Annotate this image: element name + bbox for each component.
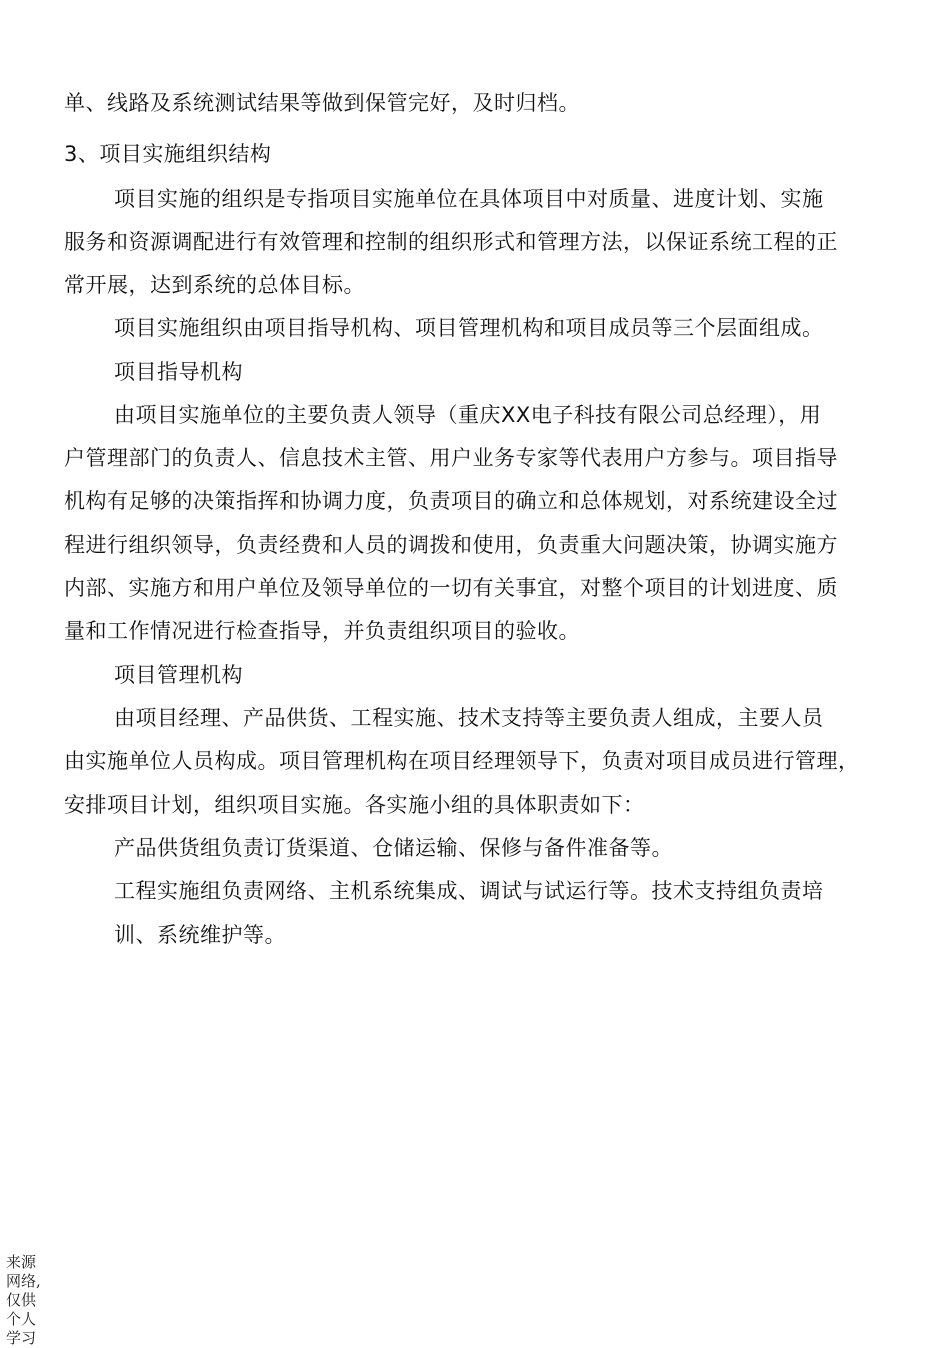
paragraph-line: 内部、实施方和用户单位及领导单位的一切有关事宜，对整个项目的计划进度、质 [64, 576, 838, 600]
paragraph-line: 常开展，达到系统的总体目标。 [64, 273, 365, 297]
paragraph-line: 产品供货组负责订货渠道、仓储运输、保修与备件准备等。 [114, 836, 673, 860]
source-footnote [6, 1253, 46, 1348]
paragraph-line: 机构有足够的决策指挥和协调力度，负责项目的确立和总体规划，对系统建设全过 [64, 489, 838, 513]
paragraph-line: 训、系统维护等。 [114, 923, 286, 947]
paragraph-line: 量和工作情况进行检查指导，并负责组织项目的验收。 [64, 619, 580, 643]
paragraph-line: 单、线路及系统测试结果等做到保管完好，及时归档。 [64, 91, 580, 115]
footnote-line: 个人 [6, 1310, 37, 1328]
paragraph-line: 项目实施组织由项目指导机构、项目管理机构和项目成员等三个层面组成。 [114, 316, 824, 340]
section-heading: 3、项目实施组织结构 [64, 142, 272, 166]
subsection-heading: 项目指导机构 [114, 360, 243, 384]
paragraph-line: 由实施单位人员构成。项目管理机构在项目经理领导下，负责对项目成员进行管理， [64, 749, 860, 773]
paragraph-line: 程进行组织领导，负责经费和人员的调拨和使用，负责重大问题决策，协调实施方 [64, 533, 838, 557]
paragraph-line: 服务和资源调配进行有效管理和控制的组织形式和管理方法，以保证系统工程的正 [64, 230, 838, 254]
subsection-heading: 项目管理机构 [114, 663, 243, 687]
paragraph-line: 安排项目计划，组织项目实施。各实施小组的具体职责如下： [64, 793, 645, 817]
paragraph-line: 工程实施组负责网络、主机系统集成、调试与试运行等。技术支持组负责培 [114, 879, 824, 903]
footnote-line: 来源 [6, 1253, 37, 1271]
paragraph-line: 由项目实施单位的主要负责人领导（重庆XX电子科技有限公司总经理），用 [114, 403, 822, 427]
paragraph-line: 项目实施的组织是专指项目实施单位在具体项目中对质量、进度计划、实施 [114, 187, 824, 211]
paragraph-line: 由项目经理、产品供货、工程实施、技术支持等主要负责人组成，主要人员 [114, 706, 824, 730]
footnote-line: 网络, [6, 1272, 41, 1290]
paragraph-line: 户管理部门的负责人、信息技术主管、用户业务专家等代表用户方参与。项目指导 [64, 446, 838, 470]
footnote-line: 仅供 [6, 1291, 37, 1309]
footnote-line: 学习 [6, 1329, 37, 1347]
